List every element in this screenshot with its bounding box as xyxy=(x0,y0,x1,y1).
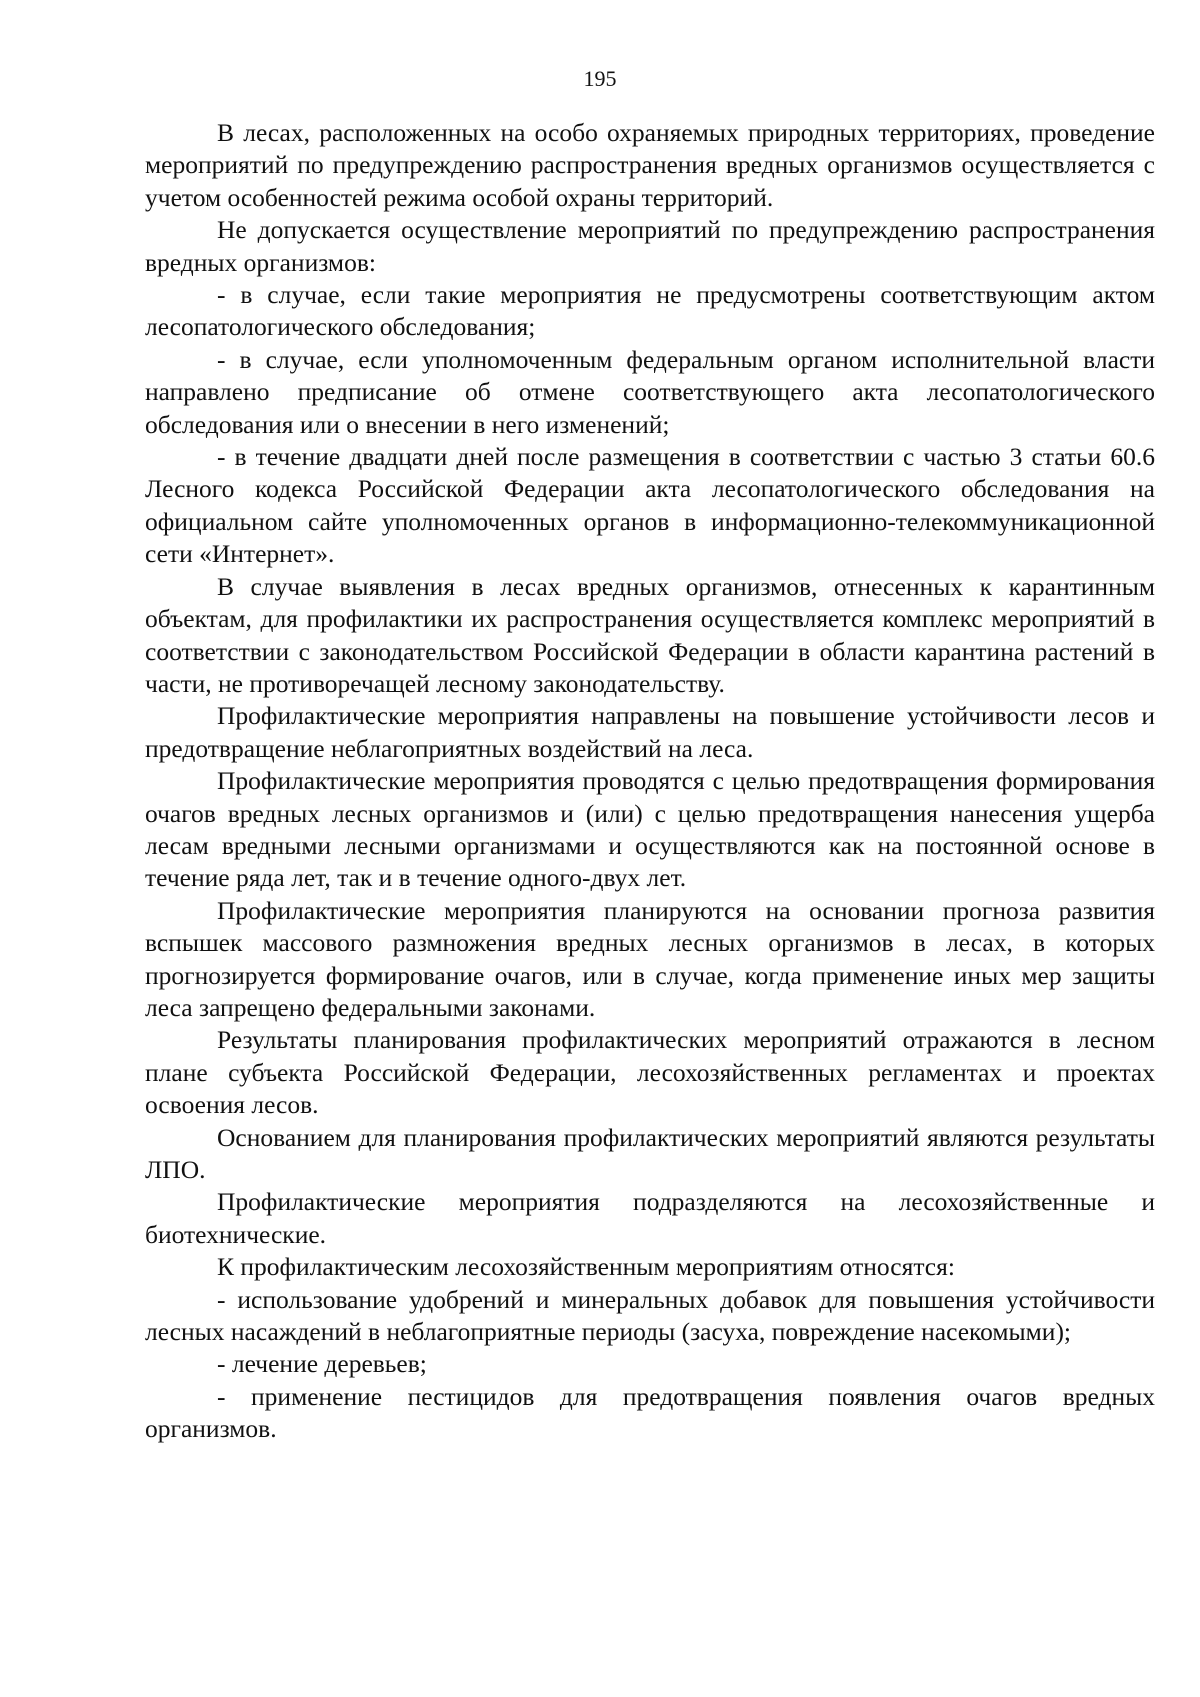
list-item-fertilizers: - использование удобрений и минеральных добавок для повышения устойчивости лесных насаждений в неблагоприятные периоды (засуха, повреждение насекомыми); xyxy=(145,1284,1155,1347)
list-item-tree-treatment: - лечение деревьев; xyxy=(217,1349,427,1379)
paragraph-preventive-planning: Профилактические мероприятия планируются на основании прогноза развития вспышек массового размножения вредных лесных организмов в лесах, в которых прогнозируется формирование очагов, или в случае, когда применение иных мер защиты леса запрещено федеральными законами. xyxy=(145,895,1155,1022)
list-item-order-issued: - в случае, если уполномоченным федеральным органом исполнительной власти направлено предписание об отмене соответствующего акта лесопатологического обследования или о внесении в него изменений; xyxy=(145,344,1155,439)
page-number: 195 xyxy=(583,66,617,91)
paragraph-planning-basis: Основанием для планирования профилактических мероприятий являются результаты ЛПО. xyxy=(145,1122,1155,1184)
list-item-pesticides: - применение пестицидов для предотвращения появления очагов вредных организмов. xyxy=(145,1381,1155,1444)
paragraph-protected-territories: В лесах, расположенных на особо охраняемых природных территориях, проведение мероприятий по предупреждению распространения вредных организмов осуществляется с учетом особенностей режима особой охраны территорий. xyxy=(145,118,1155,212)
paragraph-not-allowed-intro: Не допускается осуществление мероприятий по предупреждению распространения вредных организмов: xyxy=(145,215,1155,277)
paragraph-preventive-goals: Профилактические мероприятия проводятся с целью предотвращения формирования очагов вредных лесных организмов и (или) с целью предотвращения нанесения ущерба лесам вредными лесными организмами и осуществляются как на постоянной основе в течение ряда лет, так и в течение одного-двух лет. xyxy=(145,766,1155,893)
paragraph-forestry-measures-intro: К профилактическим лесохозяйственным мероприятиям относятся: xyxy=(217,1252,955,1282)
paragraph-quarantine: В случае выявления в лесах вредных организмов, отнесенных к карантинным объектам, для профилактики их распространения осуществляется комплекс мероприятий в соответствии с законодательством Российской Федерации в области карантина растений в части, не противоречащей лесному законодательству. xyxy=(145,571,1155,698)
document-body xyxy=(145,117,1155,1446)
list-item-not-provided: - в случае, если такие мероприятия не предусмотрены соответствующим актом лесопатологического обследования; xyxy=(145,280,1155,342)
list-item-twenty-days: - в течение двадцати дней после размещения в соответствии с частью 3 статьи 60.6 Лесного кодекса Российской Федерации акта лесопатологического обследования на официальном сайте уполномоченных органов в информационно-телекоммуникационной сети «Интернет». xyxy=(145,442,1155,569)
paragraph-planning-results: Результаты планирования профилактических мероприятий отражаются в лесном плане субъекта Российской Федерации, лесохозяйственных регламентах и проектах освоения лесов. xyxy=(145,1025,1155,1120)
paragraph-preventive-purpose: Профилактические мероприятия направлены на повышение устойчивости лесов и предотвращение неблагоприятных воздействий на леса. xyxy=(145,701,1155,763)
paragraph-preventive-types: Профилактические мероприятия подразделяются на лесохозяйственные и биотехнические. xyxy=(145,1187,1155,1249)
